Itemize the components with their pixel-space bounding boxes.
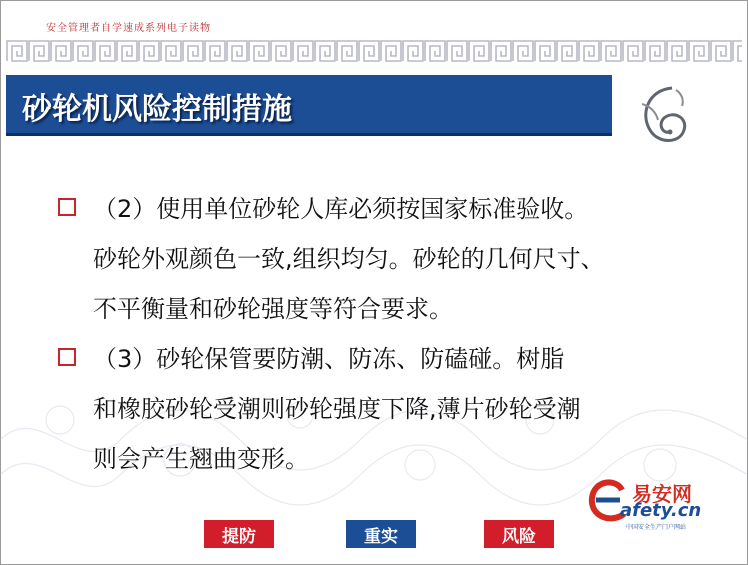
paragraph-line: 不平衡量和砂轮强度等符合要求。 [93,295,453,323]
logo-tagline: 中国安全生产门户网站 [626,524,687,531]
paragraph-line: （2）使用单位砂轮人库必须按国家标准验收。 [93,195,589,223]
paragraph-line: （3）砂轮保管要防潮、防冻、防磕碰。树脂 [93,345,565,373]
footer-button-tifang[interactable]: 提防 [204,520,274,548]
title-bar [6,75,612,136]
list-item [93,184,605,334]
bullet-square [58,198,76,216]
meander-border [6,40,742,62]
slide-title: 砂轮机风险控制措施 [22,92,292,127]
series-title: 安全管理者自学速成系列电子读物 [46,23,211,34]
logo-domain: afety.cn [620,500,702,521]
bullet-square [58,348,76,366]
site-logo[interactable] [588,470,738,540]
list-item [93,334,581,484]
footer-button-fengxian[interactable]: 风险 [484,520,554,548]
paragraph-line: 和橡胶砂轮受潮则砂轮强度下降,薄片砂轮受潮 [93,395,581,423]
paragraph-line: 砂轮外观颜色一致,组织均匀。砂轮的几何尺寸、 [93,245,605,273]
paragraph-line: 则会产生翘曲变形。 [93,445,309,473]
flourish-ornament [630,84,696,150]
logo-cn-name: 易安网 [632,482,692,506]
footer-button-zhongshi[interactable]: 重实 [346,520,416,548]
